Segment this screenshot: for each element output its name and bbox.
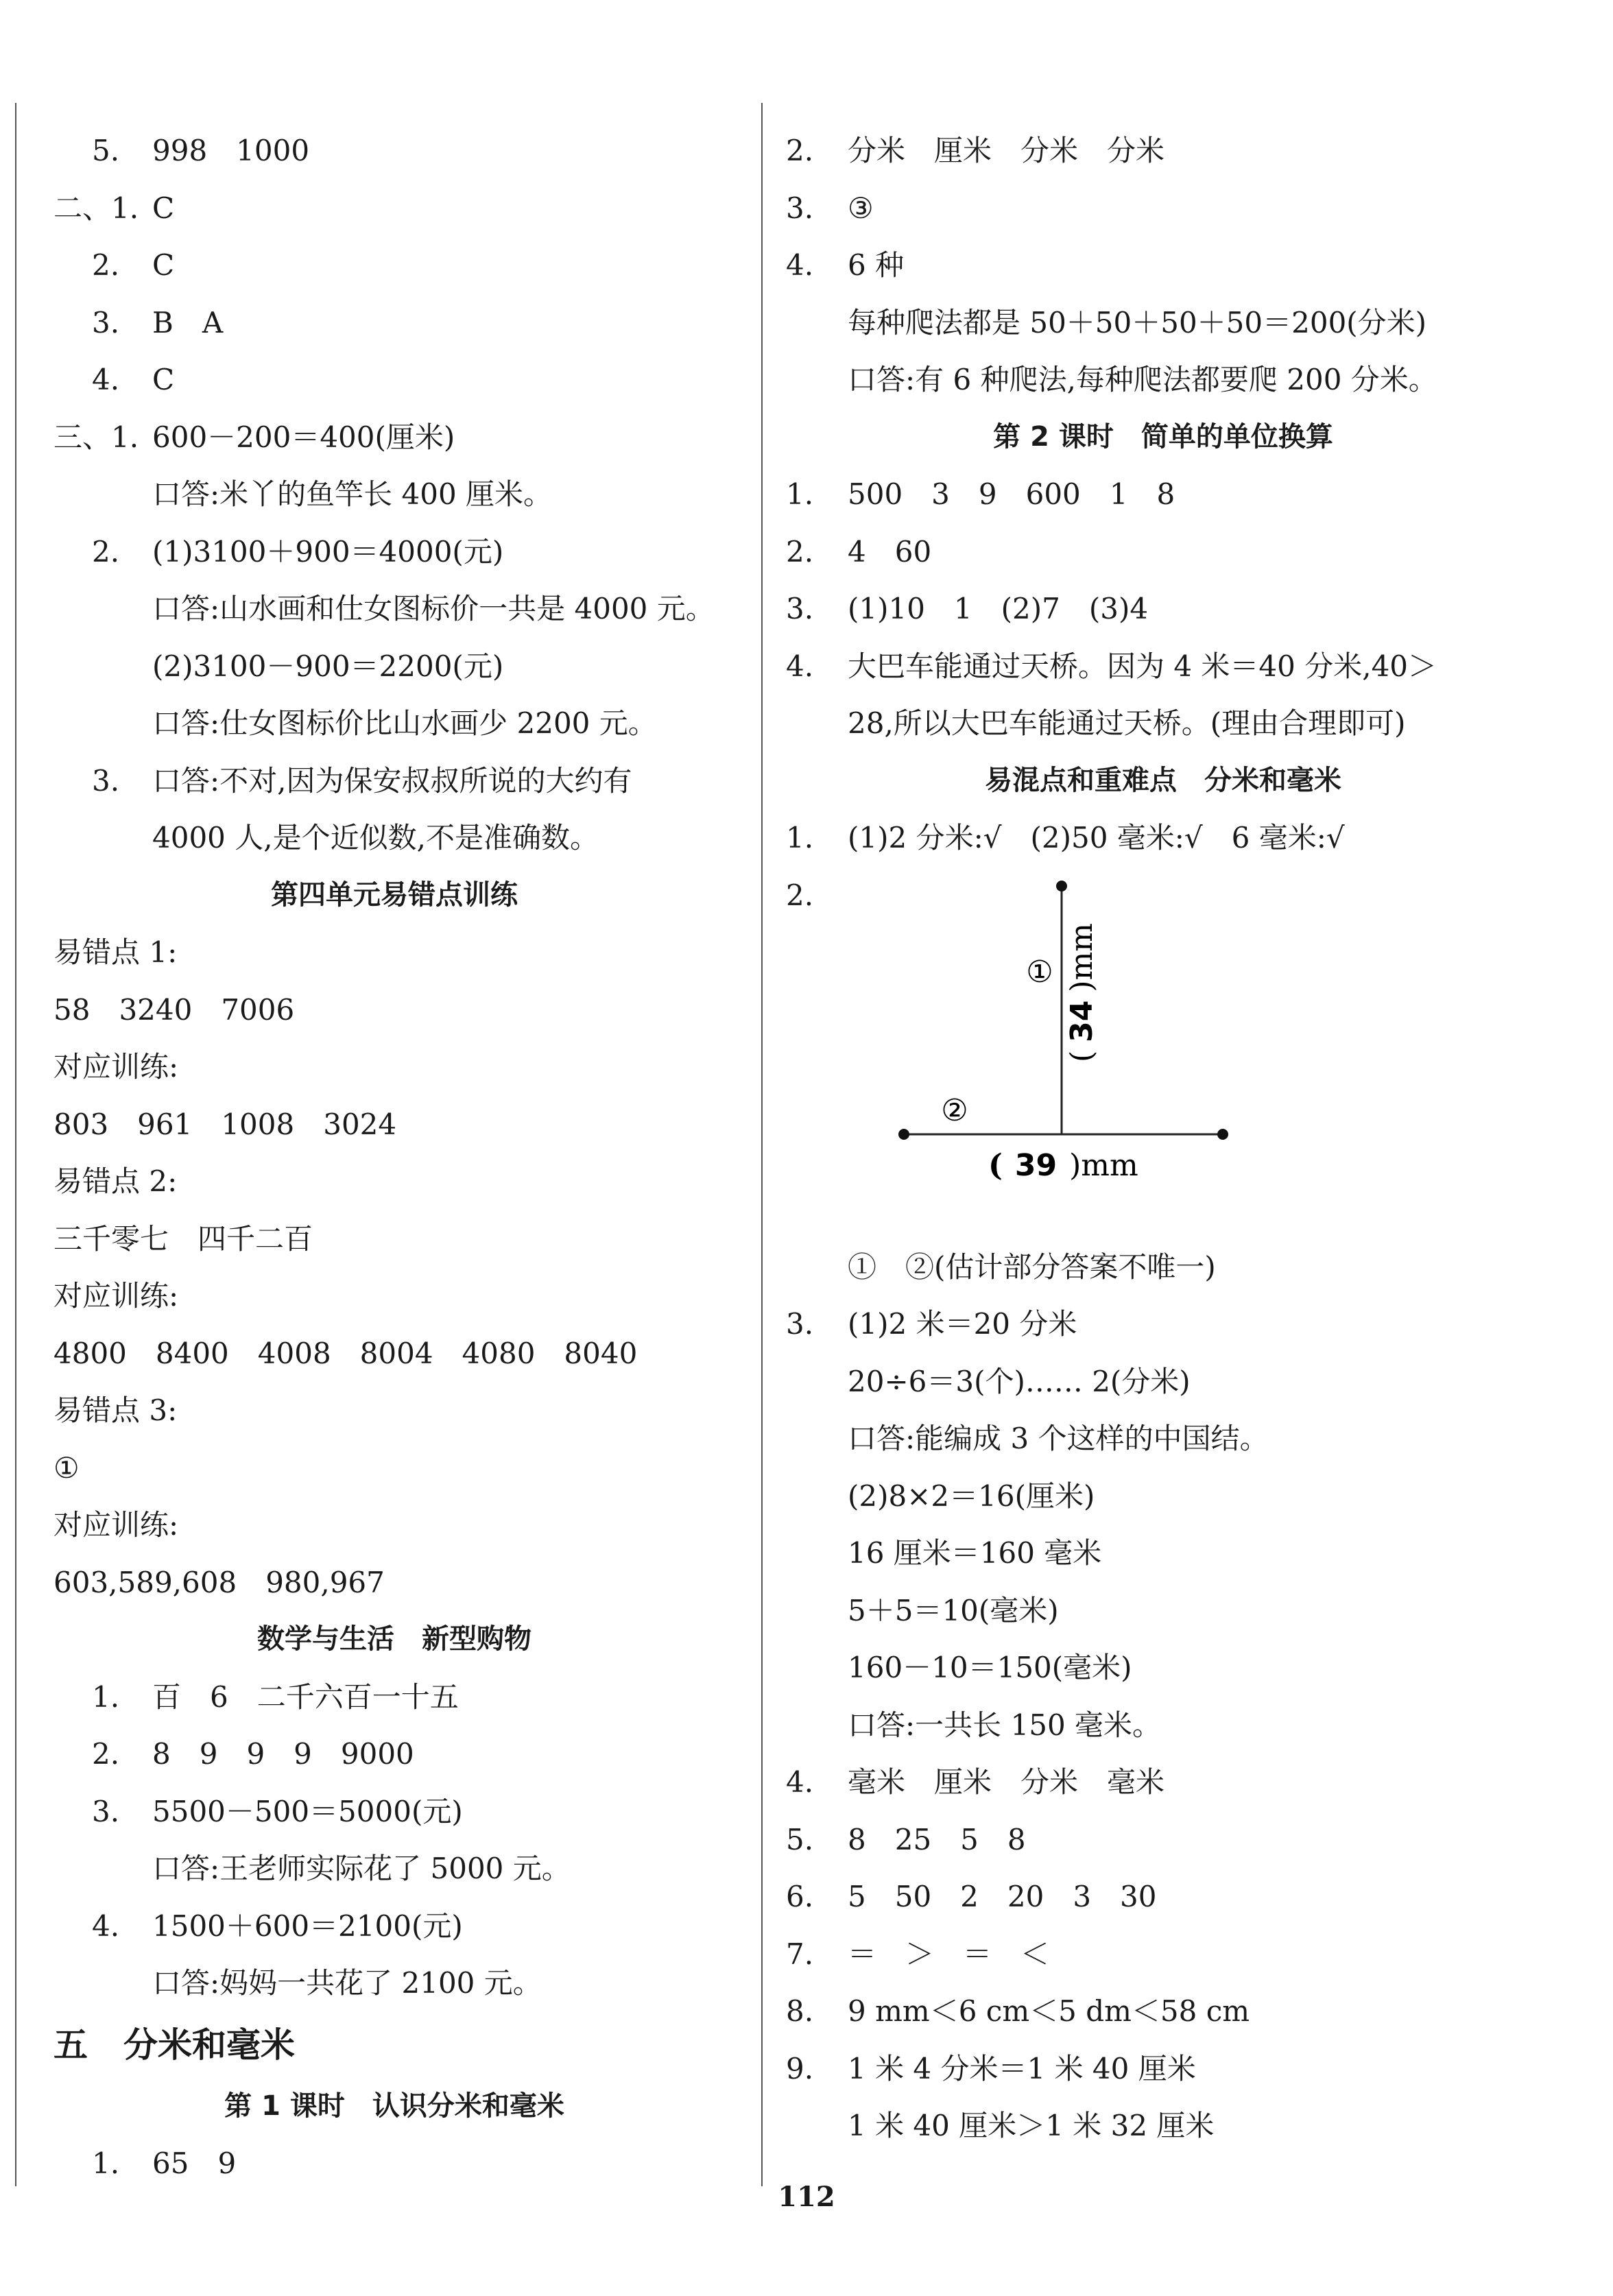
answer-line bbox=[786, 466, 1540, 523]
answer-line bbox=[48, 1210, 741, 1268]
answer-continuation: 口答:山水画和仕女图标价一共是 4000 元。 bbox=[152, 592, 715, 625]
answer-line bbox=[48, 981, 741, 1039]
answer-line bbox=[786, 1811, 1540, 1869]
item-number: 3. bbox=[92, 763, 120, 798]
answer-line bbox=[48, 1038, 741, 1096]
answer-line bbox=[48, 122, 741, 180]
answer-line bbox=[48, 1783, 741, 1841]
answer-text: 803 961 1008 3024 bbox=[53, 1107, 397, 1141]
answer-line bbox=[48, 1382, 741, 1439]
answer-line bbox=[48, 237, 741, 294]
section-heading: 第四单元易错点训练 bbox=[271, 878, 518, 911]
unit-title-text: 分米和毫米 bbox=[123, 2024, 295, 2065]
answer-text: 6 种 bbox=[848, 248, 905, 282]
horizontal-marker-label: ② bbox=[941, 1092, 968, 1128]
answer-text: 500 3 9 600 1 8 bbox=[848, 477, 1175, 511]
item-number: 1. bbox=[786, 821, 814, 854]
right-column-bottom bbox=[786, 1239, 1540, 2155]
horizontal-left-endpoint bbox=[898, 1129, 909, 1140]
item-number: 4. bbox=[786, 248, 814, 282]
answer-line bbox=[786, 122, 1540, 180]
answer-line bbox=[786, 2097, 1540, 2155]
answer-line bbox=[48, 294, 741, 352]
answer-continuation: 口答:仕女图标价比山水画少 2200 元。 bbox=[152, 706, 657, 740]
left-column bbox=[48, 122, 741, 2192]
section-item-number: 二、1. bbox=[53, 191, 139, 225]
answer-line bbox=[786, 1868, 1540, 1926]
answer-text: 4800 8400 4008 8004 4080 8040 bbox=[53, 1336, 638, 1370]
answer-line bbox=[786, 523, 1540, 581]
unit-title bbox=[48, 2012, 741, 2078]
vertical-unit: mm bbox=[1064, 922, 1099, 980]
section-heading: 第 2 课时 简单的单位换算 bbox=[993, 420, 1333, 453]
answer-line bbox=[786, 1582, 1540, 1640]
answer-continuation: 5＋5＝10(毫米) bbox=[848, 1593, 1059, 1627]
answer-continuation: 160－10＝150(毫米) bbox=[848, 1651, 1132, 1684]
item-number: 9. bbox=[786, 2051, 814, 2085]
answer-continuation: 口答:能编成 3 个这样的中国结。 bbox=[848, 1422, 1269, 1455]
answer-line bbox=[48, 695, 741, 752]
answer-continuation: 口答:米丫的鱼竿长 400 厘米。 bbox=[152, 477, 553, 511]
answer-text: C bbox=[152, 191, 175, 225]
answer-text: 易错点 1: bbox=[53, 935, 178, 969]
answer-continuation: (2)8×2＝16(厘米) bbox=[848, 1479, 1095, 1513]
answer-line bbox=[48, 1954, 741, 2012]
answer-text: 8 25 5 8 bbox=[848, 1822, 1026, 1856]
vertical-paren-close: ) bbox=[1064, 979, 1099, 992]
item-number: 4. bbox=[92, 1909, 120, 1943]
page-number: 112 bbox=[778, 2181, 835, 2213]
item-number: 2. bbox=[786, 134, 814, 167]
answer-line bbox=[786, 351, 1540, 409]
section-heading: 数学与生活 新型购物 bbox=[257, 1623, 531, 1655]
answer-continuation: 口答:王老师实际花了 5000 元。 bbox=[152, 1852, 571, 1885]
answer-line bbox=[786, 294, 1540, 352]
item-number: 8. bbox=[786, 1994, 814, 2028]
vertical-paren-open: ( bbox=[1064, 1050, 1099, 1062]
item-number: 4. bbox=[786, 649, 814, 683]
horizontal-length-label bbox=[988, 1148, 1138, 1183]
measurement-figure bbox=[786, 867, 1540, 1239]
vertical-marker-label: ① bbox=[1026, 954, 1053, 990]
answer-text: 58 3240 7006 bbox=[53, 992, 295, 1027]
answer-text: 1 米 4 分米＝1 米 40 厘米 bbox=[848, 2051, 1196, 2085]
item-number: 2. bbox=[92, 248, 120, 282]
answer-text: 分米 厘米 分米 分米 bbox=[848, 134, 1165, 167]
item-number: 3. bbox=[92, 1794, 120, 1828]
answer-text: 对应训练: bbox=[53, 1279, 179, 1313]
answer-text: 百 6 二千六百一十五 bbox=[152, 1679, 459, 1714]
item-number: 3. bbox=[786, 191, 814, 225]
item-number: 5. bbox=[786, 1822, 814, 1856]
answer-line bbox=[786, 237, 1540, 294]
answer-line bbox=[48, 1840, 741, 1898]
item-number: 3. bbox=[786, 592, 814, 625]
answer-line bbox=[48, 924, 741, 981]
answer-text: (1)2 分米:√ (2)50 毫米:√ 6 毫米:√ bbox=[848, 821, 1345, 854]
answer-line bbox=[786, 695, 1540, 752]
answer-continuation: 16 厘米＝160 毫米 bbox=[848, 1536, 1102, 1570]
item-number: 1. bbox=[92, 2146, 120, 2180]
answer-text: 毫米 厘米 分米 毫米 bbox=[848, 1765, 1165, 1799]
answer-line bbox=[786, 1410, 1540, 1468]
answer-continuation: (2)3100－900＝2200(元) bbox=[152, 649, 504, 683]
answer-text: C bbox=[152, 248, 175, 282]
item-number: 2. bbox=[786, 534, 814, 569]
answer-text: 5 50 2 20 3 30 bbox=[848, 1880, 1157, 1913]
answer-line bbox=[786, 1754, 1540, 1811]
answer-line bbox=[48, 1725, 741, 1783]
answer-line bbox=[48, 1898, 741, 1955]
vertical-length-label bbox=[1064, 922, 1099, 1062]
answer-line bbox=[48, 752, 741, 810]
answer-line bbox=[48, 409, 741, 466]
answer-line bbox=[786, 2040, 1540, 2098]
item-number: 5. bbox=[92, 134, 120, 167]
answer-text: (1)2 米＝20 分米 bbox=[848, 1307, 1077, 1341]
answer-text: 口答:不对,因为保安叔叔所说的大约有 bbox=[152, 763, 632, 798]
section-heading: 易混点和重难点 分米和毫米 bbox=[985, 764, 1341, 796]
answer-line bbox=[48, 809, 741, 867]
answer-line bbox=[786, 809, 1540, 867]
answer-line bbox=[786, 1697, 1540, 1754]
answer-text: 600－200＝400(厘米) bbox=[152, 420, 455, 454]
horizontal-paren-open: ( bbox=[988, 1147, 1003, 1183]
answer-text: 1500＋600＝2100(元) bbox=[152, 1909, 463, 1943]
answer-continuation: 28,所以大巴车能通过天桥。(理由合理即可) bbox=[848, 706, 1406, 740]
answer-continuation: 4000 人,是个近似数,不是准确数。 bbox=[152, 821, 599, 854]
answer-line bbox=[786, 1639, 1540, 1697]
item-number: 6. bbox=[786, 1880, 814, 1913]
answer-continuation: 口答:一共长 150 毫米。 bbox=[848, 1708, 1162, 1742]
column-divider bbox=[761, 103, 763, 2186]
answer-text: 603,589,608 980,967 bbox=[53, 1565, 385, 1599]
item-number: 4. bbox=[92, 363, 120, 396]
answer-line bbox=[786, 1524, 1540, 1582]
angle-diagram bbox=[786, 867, 1540, 1239]
answer-line bbox=[48, 580, 741, 638]
answer-text: ＝ ＞ ＝ ＜ bbox=[848, 1937, 1050, 1971]
answer-text: 易错点 3: bbox=[53, 1394, 178, 1427]
answer-continuation: 口答:有 6 种爬法,每种爬法都要爬 200 分米。 bbox=[848, 363, 1437, 396]
answer-line bbox=[48, 523, 741, 581]
horizontal-length-value: 39 bbox=[1014, 1147, 1058, 1183]
answer-text: 对应训练: bbox=[53, 1508, 179, 1542]
answer-line bbox=[786, 580, 1540, 638]
answer-continuation: 口答:妈妈一共花了 2100 元。 bbox=[152, 1966, 542, 2000]
answer-line bbox=[786, 1353, 1540, 1411]
answer-line bbox=[786, 180, 1540, 237]
answer-line bbox=[48, 1153, 741, 1210]
horizontal-right-endpoint bbox=[1217, 1129, 1228, 1140]
section-heading: 第 1 课时 认识分米和毫米 bbox=[224, 2090, 564, 2122]
answer-line bbox=[786, 1983, 1540, 2040]
answer-text: 8 9 9 9 9000 bbox=[152, 1737, 414, 1771]
answer-text: (1)3100＋900＝4000(元) bbox=[152, 534, 504, 569]
answer-line bbox=[48, 1439, 741, 1497]
answer-line bbox=[48, 1669, 741, 1726]
horizontal-unit: mm bbox=[1081, 1147, 1138, 1183]
answer-line bbox=[48, 638, 741, 695]
right-column bbox=[786, 122, 1540, 2155]
answer-line bbox=[48, 1267, 741, 1325]
answer-text: 4 60 bbox=[848, 534, 932, 569]
answer-text: 易错点 2: bbox=[53, 1164, 178, 1198]
answer-text: 998 1000 bbox=[152, 134, 310, 167]
vertical-length-value: 34 bbox=[1064, 1000, 1099, 1042]
item-number: 2. bbox=[92, 1737, 120, 1771]
answer-continuation: 每种爬法都是 50＋50＋50＋50＝200(分米) bbox=[848, 305, 1427, 339]
item-number: 4. bbox=[786, 1765, 814, 1799]
left-margin-line bbox=[15, 103, 16, 2186]
item-number: 1. bbox=[92, 1679, 120, 1714]
item-number: 3. bbox=[92, 305, 120, 339]
answer-text: 9 mm＜6 cm＜5 dm＜58 cm bbox=[848, 1994, 1250, 2028]
unit-number: 五 bbox=[53, 2024, 88, 2065]
answer-continuation: 1 米 40 厘米＞1 米 32 厘米 bbox=[848, 2109, 1215, 2142]
answer-line bbox=[48, 1096, 741, 1153]
answer-text: B A bbox=[152, 305, 224, 339]
item-number: 1. bbox=[786, 477, 814, 511]
answer-line bbox=[786, 1926, 1540, 1983]
horizontal-paren-close: ) bbox=[1069, 1147, 1082, 1183]
right-column-top bbox=[786, 122, 1540, 867]
section-item-number: 三、1. bbox=[53, 420, 139, 454]
answer-line bbox=[786, 1239, 1540, 1296]
answer-line bbox=[48, 1554, 741, 1612]
answer-text: 大巴车能通过天桥。因为 4 米＝40 分米,40＞ bbox=[848, 649, 1437, 683]
answer-continuation: ① ②(估计部分答案不唯一) bbox=[848, 1249, 1216, 1284]
answer-line bbox=[48, 466, 741, 523]
answer-line bbox=[48, 351, 741, 409]
answer-text: 对应训练: bbox=[53, 1050, 179, 1084]
item-number: 3. bbox=[786, 1307, 814, 1341]
vertical-endpoint bbox=[1056, 881, 1067, 892]
answer-line bbox=[48, 180, 741, 237]
item-number: 2. bbox=[92, 534, 120, 569]
answer-text: 三千零七 四千二百 bbox=[53, 1221, 313, 1256]
answer-text: C bbox=[152, 363, 175, 396]
answer-line bbox=[786, 1468, 1540, 1525]
answer-line bbox=[786, 1295, 1540, 1353]
answer-text: ① bbox=[53, 1450, 80, 1485]
figure-item-number: 2. bbox=[786, 878, 814, 912]
item-number: 7. bbox=[786, 1937, 814, 1971]
answer-line bbox=[786, 638, 1540, 695]
answer-text: 5500－500＝5000(元) bbox=[152, 1794, 463, 1828]
answer-text: (1)10 1 (2)7 (3)4 bbox=[848, 592, 1149, 625]
answer-continuation: 20÷6＝3(个)…… 2(分米) bbox=[848, 1364, 1191, 1398]
answer-text: 65 9 bbox=[152, 2146, 237, 2180]
answer-line bbox=[48, 1496, 741, 1554]
answer-text: ③ bbox=[848, 191, 874, 225]
answer-line bbox=[48, 1325, 741, 1383]
